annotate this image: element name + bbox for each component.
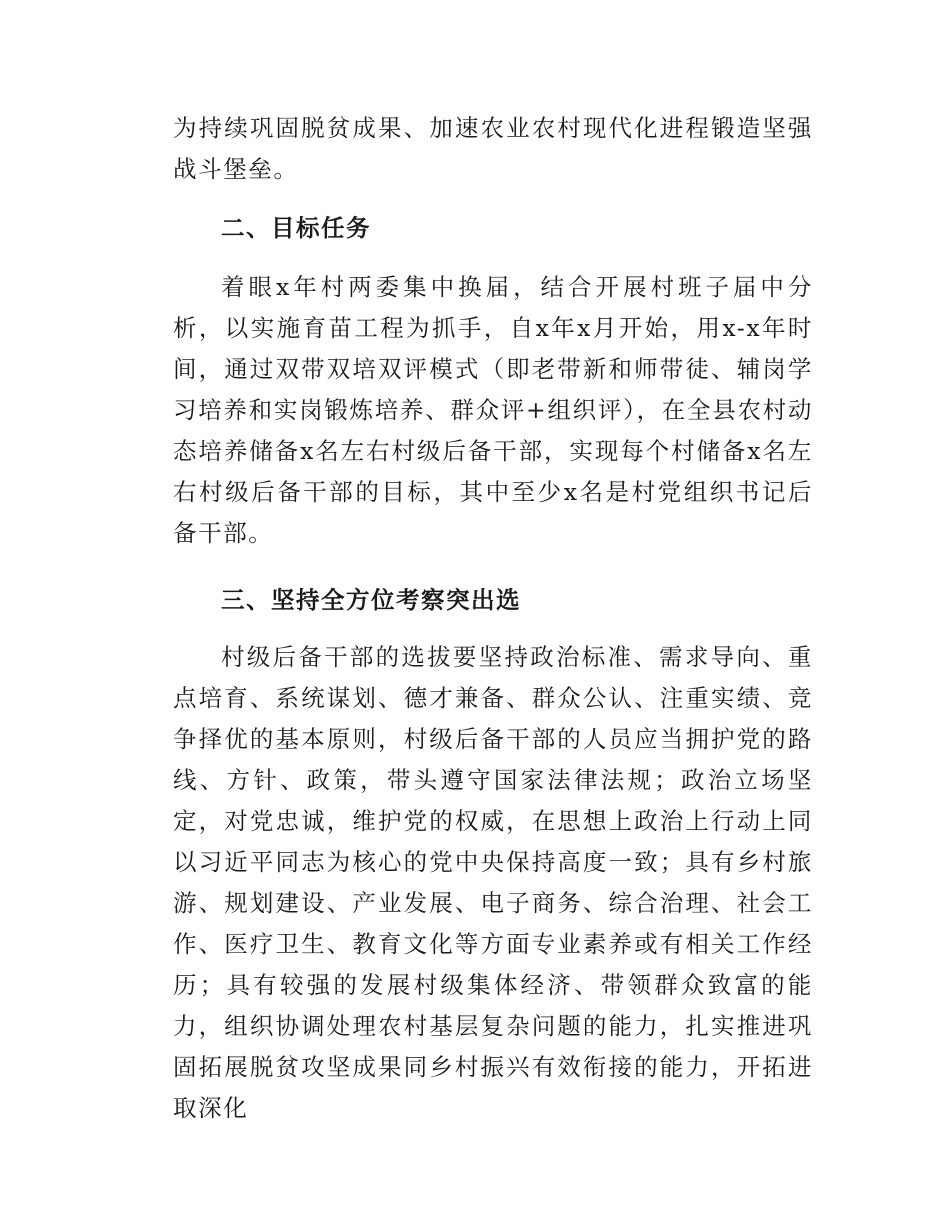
- paragraph-continuation: 为持续巩固脱贫成果、加速农业农村现代化进程锻造坚强战斗堡垒。: [173, 114, 813, 183]
- paragraph-goals: 着眼x年村两委集中换届，结合开展村班子届中分析，以实施育苗工程为抓手，自x年x月开始，用x-x年时间，通过双带双培双评模式（即老带新和师带徒、辅岗学习培养和实岗锻炼培养、群众评+组织评），在全县农村动态培养储备x名左右村级后备干部，实现每个村储备x名左右村级后备干部的目标，其中至少x名是村党组织书记后备干部。: [173, 273, 813, 547]
- section-heading-selection: 三、坚持全方位考察突出选: [221, 586, 521, 614]
- paragraph-selection: 村级后备干部的选拔要坚持政治标准、需求导向、重点培育、系统谋划、德才兼备、群众公认、注重实绩、竞争择优的基本原则，村级后备干部的人员应当拥护党的路线、方针、政策，带头遵守国家法律法规；政治立场坚定，对党忠诚，维护党的权威，在思想上政治上行动上同以习近平同志为核心的党中央保持高度一致；具有乡村旅游、规划建设、产业发展、电子商务、综合治理、社会工作、医疗卫生、教育文化等方面专业素养或有相关工作经历；具有较强的发展村级集体经济、带领群众致富的能力，组织协调处理农村基层复杂问题的能力，扎实推进巩固拓展脱贫攻坚成果同乡村振兴有效衔接的能力，开拓进取深化: [173, 643, 813, 1122]
- section-heading-goals: 二、目标任务: [221, 214, 371, 242]
